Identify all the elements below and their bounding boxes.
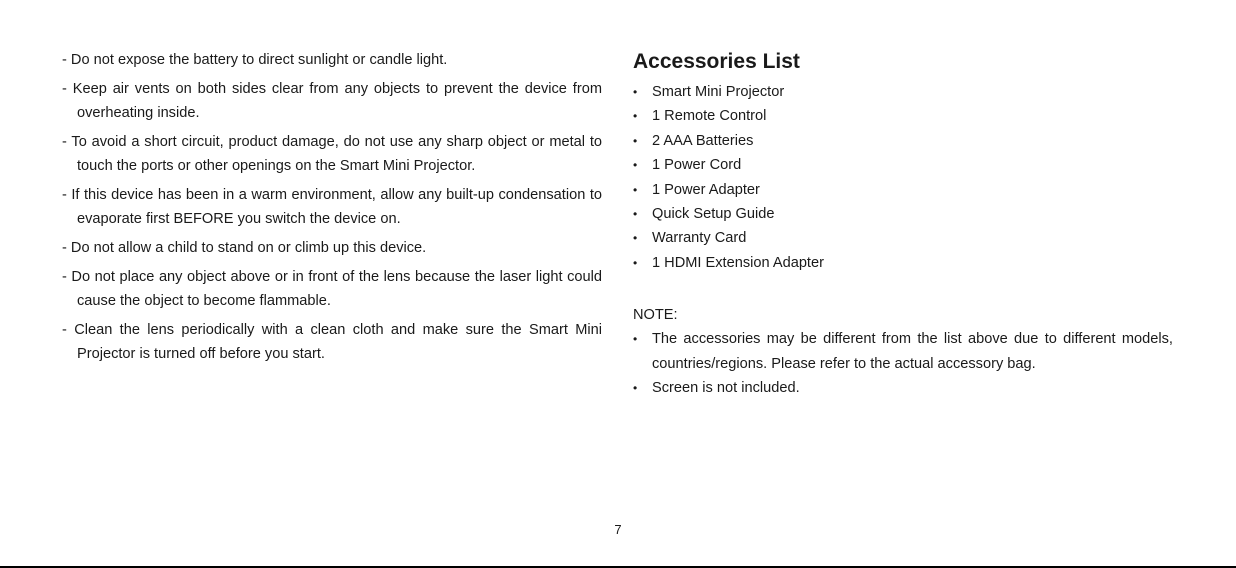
note-text: Screen is not included. [652,380,800,397]
bullet-icon: • [633,255,638,270]
bullet-icon: • [633,133,638,148]
list-item [633,376,1173,400]
accessory-label: Smart Mini Projector [652,84,785,100]
warning-item: - Do not allow a child to stand on or climb up this device. [62,240,427,256]
list-item [633,226,1173,250]
warning-item: - Do not place any object above or in front of the lens because the laser light could cause the object to become flammable. [62,269,602,309]
list-item [633,104,1173,128]
note-heading: NOTE: [633,307,678,324]
list-item [633,80,1173,104]
accessory-label: Quick Setup Guide [652,206,775,223]
warning-item: - To avoid a short circuit, product damage, do not use any sharp object or metal to touch the ports or other openings on the Smart Mini Projector. [62,134,602,174]
accessory-label: 1 Power Adapter [652,181,760,198]
page-number: 7 [614,522,622,537]
bullet-icon: • [633,85,638,99]
note-text: The accessories may be different from the list above due to different models, countries/regions. Please refer to the actual accessory bag. [652,331,1173,372]
bullet-icon: • [633,332,638,347]
warning-item: - Do not expose the battery to direct sunlight or candle light. [62,52,448,68]
list-item [633,129,1173,153]
list-item [633,153,1173,177]
accessories-list [633,80,1173,275]
accessories-list-heading: Accessories List [633,50,800,73]
accessory-label: Warranty Card [652,230,747,247]
warning-item: - If this device has been in a warm environment, allow any built-up condensation to evaporate first BEFORE you switch the device on. [62,187,602,227]
list-item [633,327,1173,376]
bullet-icon: • [633,109,638,124]
accessory-label: 1 Remote Control [652,108,767,125]
accessory-label: 1 HDMI Extension Adapter [652,254,824,271]
safety-warnings-column [62,48,602,371]
warning-item: - Keep air vents on both sides clear from any objects to prevent the device from overheating inside. [62,81,602,121]
bullet-icon: • [633,158,638,173]
bullet-icon: • [633,231,638,246]
notes-list [633,327,1173,400]
accessory-label: 2 AAA Batteries [652,132,754,149]
accessories-column [633,48,1173,400]
bullet-icon: • [633,381,638,396]
bullet-icon: • [633,207,638,222]
warning-item: - Clean the lens periodically with a clean cloth and make sure the Smart Mini Projector is turned off before you start. [62,322,602,362]
list-item [633,178,1173,202]
list-item [633,202,1173,226]
list-item [633,251,1173,275]
bullet-icon: • [633,182,638,197]
accessory-label: 1 Power Cord [652,157,742,174]
